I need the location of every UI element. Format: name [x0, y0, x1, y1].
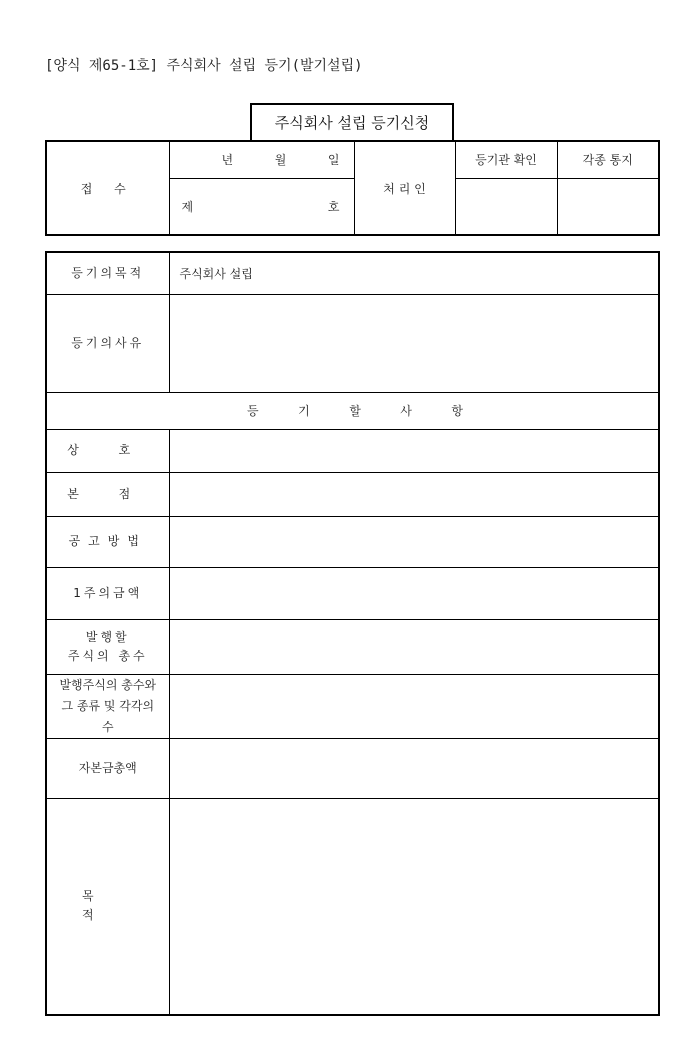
- notice-method-field[interactable]: [169, 516, 659, 567]
- issued-shares-field[interactable]: [169, 674, 659, 738]
- head-office-label: 본 점: [46, 472, 169, 516]
- authorized-line-2: 주식의 총수: [67, 648, 148, 663]
- issued-shares-label: [46, 674, 169, 738]
- authorized-line-1: 발행할: [85, 629, 130, 644]
- reception-label: 접 수: [46, 141, 169, 235]
- registrar-check-label: 등기관 확인: [455, 141, 557, 178]
- section-char-3: 할: [349, 404, 361, 418]
- section-char-4: 사: [400, 404, 412, 418]
- notices-field[interactable]: [557, 178, 659, 235]
- par-value-label: 1주의금액: [46, 567, 169, 619]
- notice-method-label: 공고방법: [46, 516, 169, 567]
- reception-number: [169, 178, 354, 235]
- trade-name-field[interactable]: [169, 429, 659, 472]
- issued-line-2: 그 종류 및 각각의: [61, 698, 155, 713]
- registration-table: [45, 251, 660, 1016]
- number-prefix: 제: [181, 199, 194, 214]
- date-year: 년: [221, 153, 234, 168]
- authorized-shares-field[interactable]: [169, 619, 659, 674]
- date-month: 월: [274, 153, 287, 168]
- par-value-field[interactable]: [169, 567, 659, 619]
- business-purpose-field[interactable]: [169, 798, 659, 1015]
- head-office-field[interactable]: [169, 472, 659, 516]
- form-title: 주식회사 설립 등기신청: [250, 103, 454, 140]
- issued-line-1: 발행주식의 총수와: [59, 677, 157, 692]
- cause-field[interactable]: [169, 294, 659, 392]
- form-code: [양식 제65-1호] 주식회사 설립 등기(발기설립): [45, 58, 363, 74]
- section-char-5: 항: [451, 404, 463, 418]
- registrar-check-field[interactable]: [455, 178, 557, 235]
- processor-label: 처 리 인: [354, 141, 455, 235]
- purpose-value: 주식회사 설립: [169, 252, 659, 294]
- cause-label: 등기의사유: [46, 294, 169, 392]
- capital-field[interactable]: [169, 738, 659, 798]
- issued-line-3: 수: [101, 719, 114, 734]
- number-suffix: 호: [327, 199, 340, 214]
- section-char-2: 기: [298, 404, 310, 418]
- authorized-shares-label: [46, 619, 169, 674]
- notices-label: 각종 통지: [557, 141, 659, 178]
- reception-table: [45, 140, 660, 236]
- purpose-label: 등기의목적: [46, 252, 169, 294]
- trade-name-label: 상 호: [46, 429, 169, 472]
- section-char-1: 등: [247, 404, 259, 418]
- reception-date: [169, 141, 354, 178]
- capital-label: 자본금총액: [46, 738, 169, 798]
- section-header: [46, 392, 659, 429]
- date-day: 일: [327, 153, 340, 168]
- business-purpose-label: 목 적: [46, 798, 169, 1015]
